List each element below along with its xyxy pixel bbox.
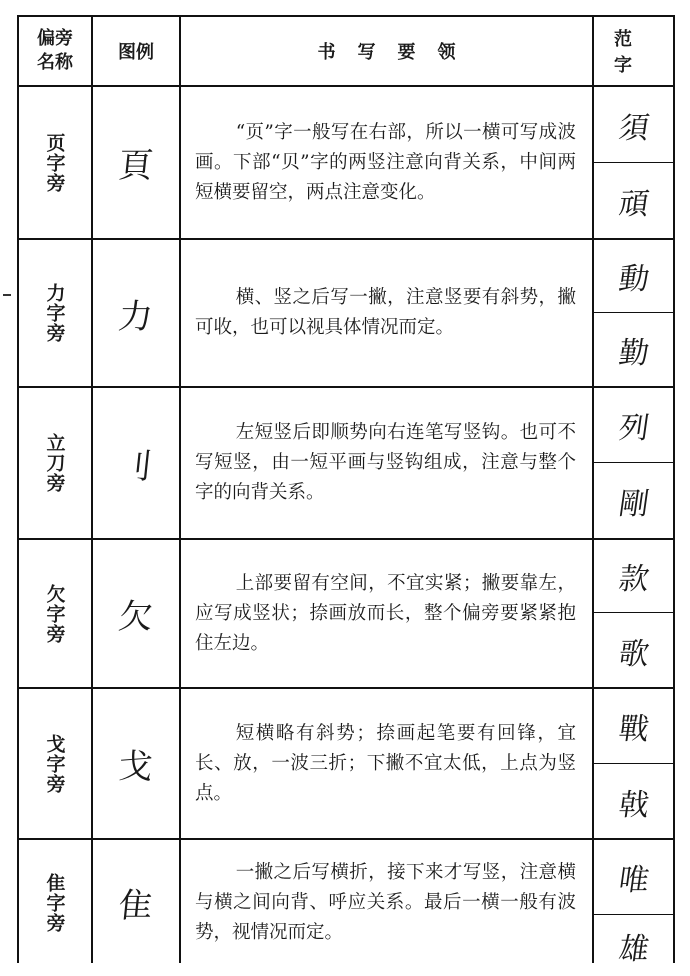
header-name-line1: 偏旁 <box>37 28 73 49</box>
radical-name: 页字旁 <box>43 132 66 193</box>
sample-character: 勤 <box>616 336 652 371</box>
header-example: 图例 <box>118 42 154 63</box>
sample-character: 唯 <box>616 863 652 898</box>
radical-example: 欠 <box>116 597 155 637</box>
sample-character: 剛 <box>616 487 652 522</box>
sample-character: 歌 <box>616 636 652 672</box>
radical-example: 頁 <box>116 146 155 186</box>
writing-method <box>181 540 592 687</box>
radical-example: 戈 <box>116 747 155 787</box>
radical-name: 隹字旁 <box>43 872 66 933</box>
writing-method-text: “页”字一般写在右部，所以一横可写成波画。下部“贝”字的两竖注意向背关系，中间两短横要留空，两点注意变化。 <box>195 121 576 203</box>
header-name <box>19 17 91 85</box>
sample-character: 頑 <box>616 187 652 222</box>
sample-divider <box>592 612 673 613</box>
sample-character: 列 <box>616 411 652 446</box>
sample-character: 戟 <box>616 787 652 823</box>
radical-name: 戈字旁 <box>43 733 66 794</box>
sample-character: 款 <box>616 562 652 597</box>
writing-method-text: 左短竖后即顺势向右连笔写竖钩。也可不写短竖，由一短平画与竖钩组成，注意与整个字的向背关系。 <box>195 422 576 503</box>
writing-method <box>181 240 592 386</box>
sample-character: 戰 <box>616 712 652 747</box>
calligraphy-table <box>17 15 675 967</box>
radical-name: 立刀旁 <box>43 433 66 493</box>
header-method: 书写要领 <box>317 42 478 63</box>
writing-method <box>181 689 592 838</box>
writing-method-text: 上部要留有空间，不宜实紧；撇要靠左，应写成竖状；捺画放而长，整个偏旁要紧紧抱住左边。 <box>195 572 576 654</box>
radical-name: 力字旁 <box>43 283 66 343</box>
radical-name: 欠字旁 <box>43 583 66 644</box>
sample-divider <box>592 462 673 463</box>
radical-example: 力 <box>116 296 155 337</box>
radical-example: 刂 <box>116 446 155 487</box>
sample-character: 須 <box>616 110 652 146</box>
radical-example: 隹 <box>116 886 155 926</box>
sample-character: 雄 <box>616 932 652 967</box>
writing-method-text: 一撇之后写横折，接下来才写竖，注意横与横之间向背、呼应关系。最后一横一般有波势，视情况而定。 <box>195 861 576 943</box>
sample-divider <box>592 914 673 915</box>
writing-method-text: 短横略有斜势；捺画起笔要有回锋，宜长、放，一波三折；下撇不宜太低，上点为竖点。 <box>195 722 576 804</box>
sample-divider <box>592 162 673 163</box>
header-sample: 范字 <box>614 29 652 76</box>
writing-method <box>181 87 592 238</box>
writing-method-text: 横、竖之后写一撇，注意竖要有斜势，撇可收，也可以视具体情况而定。 <box>195 287 576 338</box>
sample-divider <box>592 312 673 313</box>
sample-divider <box>592 763 673 764</box>
header-name-line2: 名称 <box>37 52 73 73</box>
margin-mark <box>3 294 11 296</box>
writing-method <box>181 388 592 538</box>
sample-character: 動 <box>616 262 652 297</box>
writing-method <box>181 840 592 965</box>
